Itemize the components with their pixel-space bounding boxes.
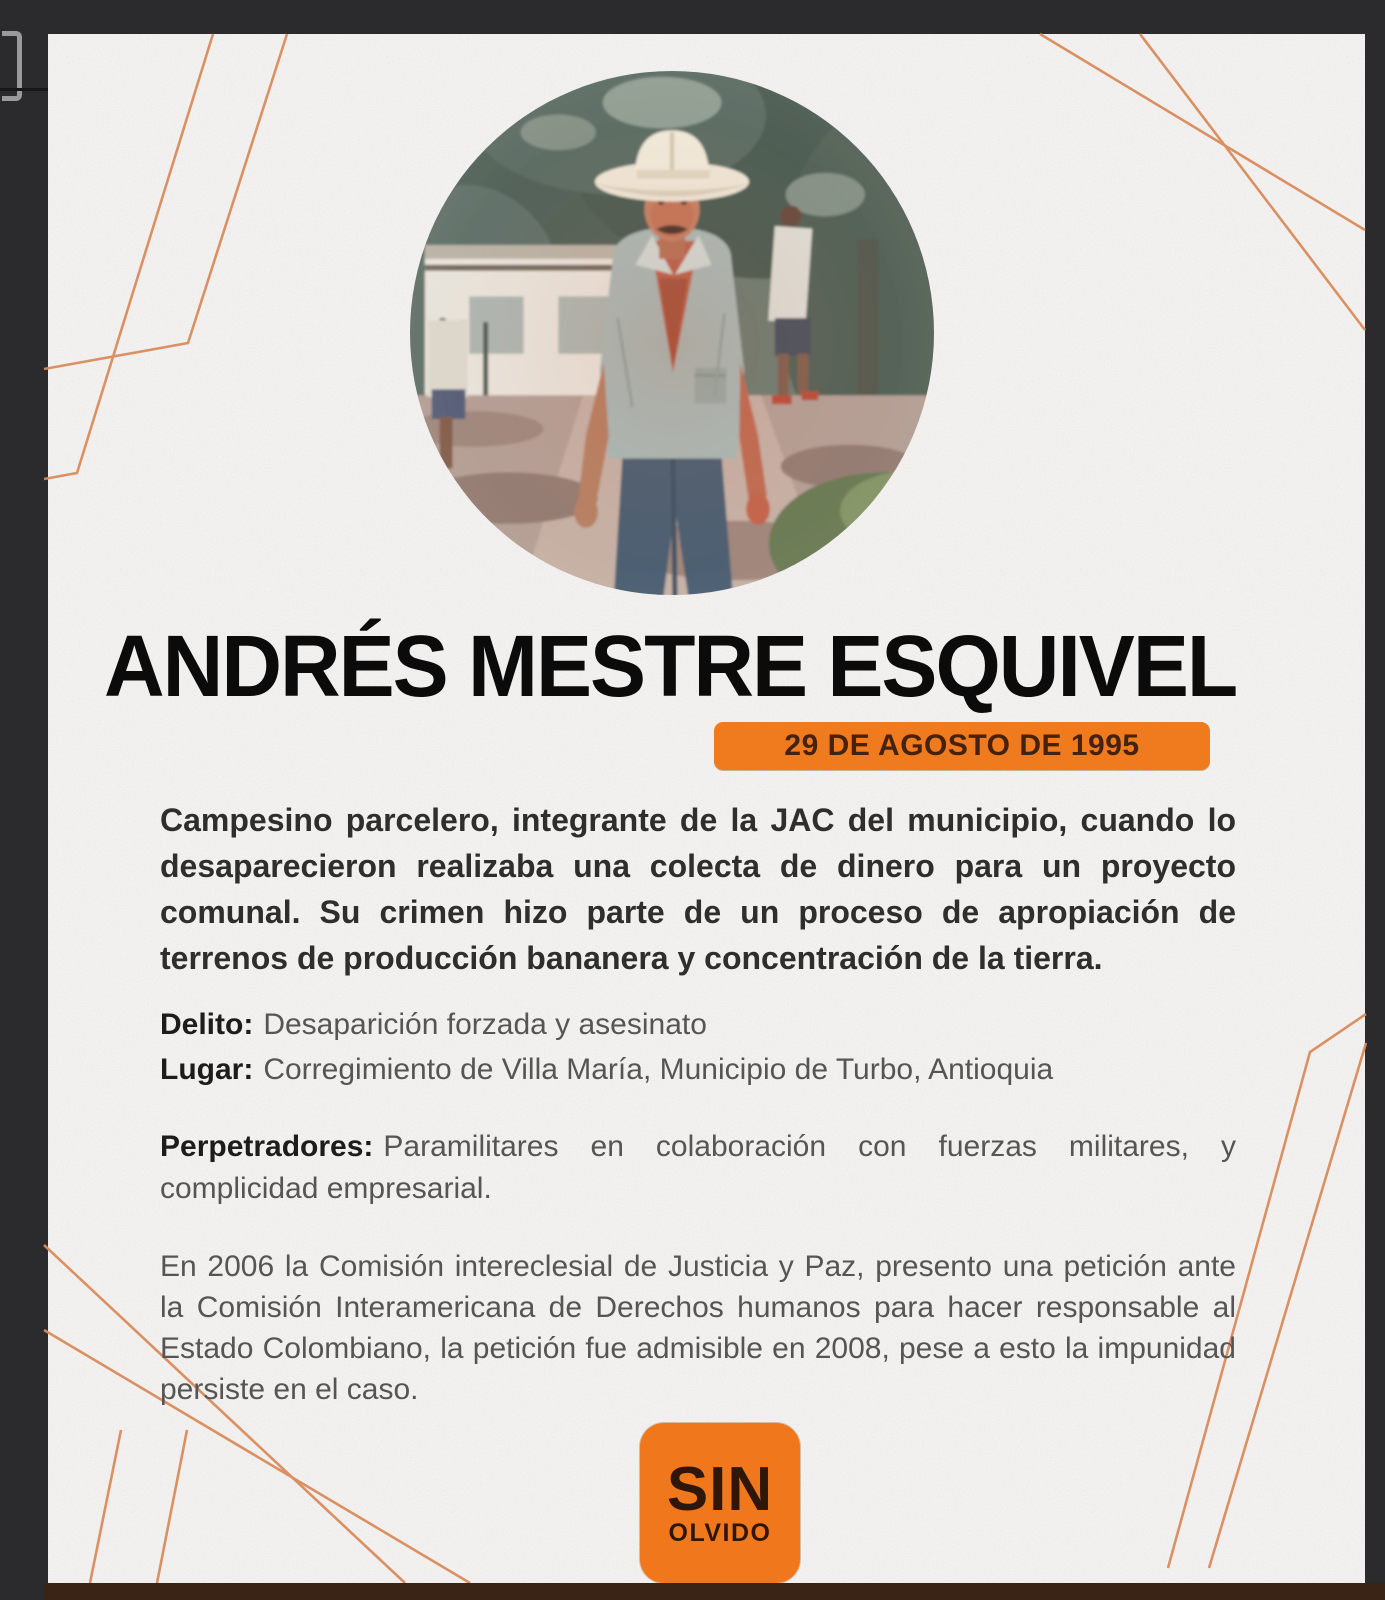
case-fields	[160, 1002, 1236, 1092]
bottom-brown-bar	[44, 1583, 1385, 1600]
victim-photo	[410, 71, 934, 595]
victim-name-title: ANDRÉS MESTRE ESQUIVEL	[104, 617, 1237, 715]
delito-field	[160, 1002, 1236, 1047]
logo-line-olvido: OLVIDO	[668, 1518, 772, 1547]
perpetradores-value: Paramilitares en colaboración con fuerzas militares, y complicidad empresarial.	[160, 1130, 1236, 1205]
delito-label: Delito:	[160, 1008, 254, 1041]
lugar-field	[160, 1047, 1236, 1092]
sin-olvido-logo	[640, 1423, 800, 1583]
photo-illustration	[410, 71, 934, 595]
logo-line-sin: SIN	[666, 1454, 774, 1524]
date-banner-text: 29 DE AGOSTO DE 1995	[784, 729, 1140, 762]
frame-divider-line	[0, 88, 50, 91]
lugar-value: Corregimiento de Villa María, Municipio de Turbo, Antioquia	[263, 1053, 1054, 1086]
date-banner	[714, 722, 1210, 770]
intro-paragraph: Campesino parcelero, integrante de la JAC del municipio, cuando lo desaparecieron realizaba una colecta de dinero para un proyecto comunal. Su crimen hizo parte de un proceso de apropiación de terrenos de producción bananera y concentración de la tierra.	[160, 802, 1236, 976]
perpetradores-label: Perpetradores:	[160, 1130, 374, 1163]
perpetradores-paragraph	[160, 1126, 1236, 1210]
delito-value: Desaparición forzada y asesinato	[263, 1008, 707, 1041]
lugar-label: Lugar:	[160, 1053, 254, 1086]
closing-paragraph: En 2006 la Comisión intereclesial de Justicia y Paz, presento una petición ante la Comisión Interamericana de Derechos humanos para hacer responsable al Estado Colombiano, la petición fue admisible en 2008, pese a esto la impunidad persiste en el caso.	[160, 1250, 1236, 1406]
